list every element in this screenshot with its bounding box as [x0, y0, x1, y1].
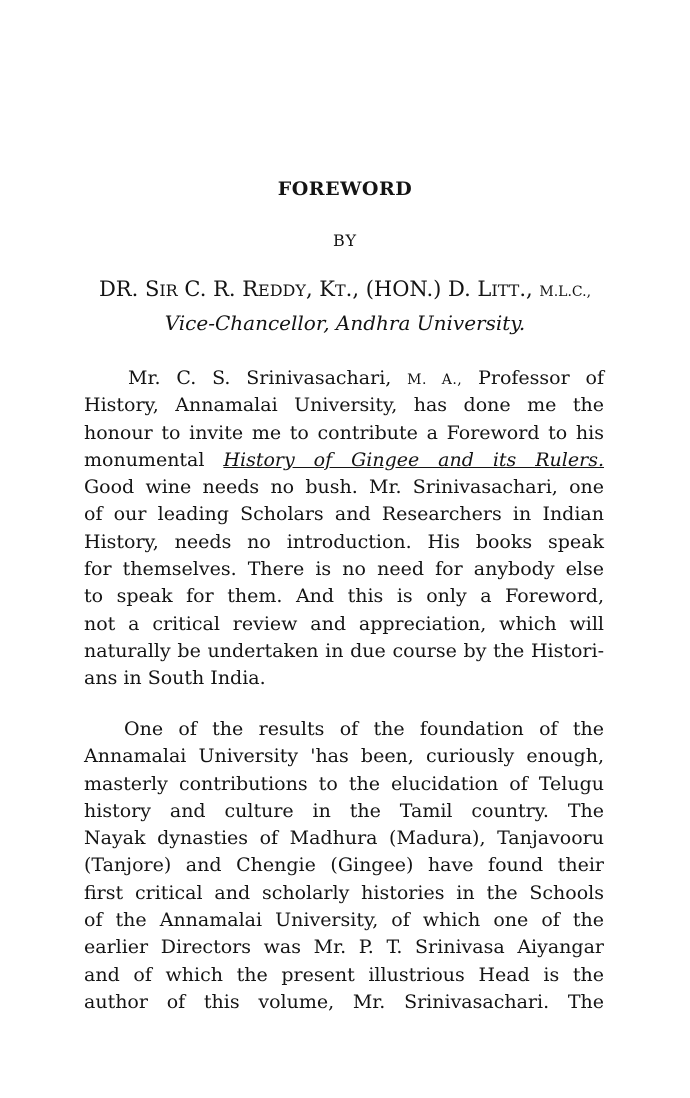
text-line: Nayak dynasties of Madhura (Madura), Tanjavooru	[84, 827, 604, 850]
by-label: BY	[332, 231, 358, 250]
page-title: FOREWORD	[277, 178, 413, 200]
author-line	[0, 277, 690, 301]
text-line: ans in South India.	[84, 667, 266, 690]
text-line: not a critical review and appreciation, which will	[84, 612, 604, 635]
author-part: IR	[159, 281, 178, 300]
text-line: earlier Directors was Mr. P. T. Srinivasa Aiyangar	[84, 936, 604, 959]
text-line: naturally be undertaken in due course by the Histori-	[84, 639, 604, 662]
text-line: History, Annamalai University, has done me the	[84, 394, 604, 417]
text-line: honour to invite me to contribute a Foreword to his	[84, 421, 604, 444]
text-line	[84, 447, 604, 474]
text-line: Good wine needs no bush. Mr. Srinivasachari, one	[84, 476, 604, 499]
text-line: History, needs no introduction. His books speak	[84, 530, 604, 553]
text-line: to speak for them. And this is only a Foreword,	[84, 585, 604, 608]
text-line: of our leading Scholars and Researchers in Indian	[84, 503, 604, 526]
text-line: of the Annamalai University, of which one of the	[84, 909, 604, 932]
author-part: . S	[131, 277, 160, 301]
author-part: EDDY	[258, 281, 306, 300]
author-dr: DR	[98, 277, 132, 301]
text-line: Annamalai University 'has been, curiously enough,	[84, 745, 604, 768]
author-part: T	[335, 281, 346, 300]
author-role: Vice-Chancellor, Andhra University.	[164, 311, 526, 335]
line-text: Mr. C. S. Srinivasachari,	[128, 367, 392, 389]
author-part: .,	[519, 277, 540, 301]
line-text: Professor of	[478, 367, 604, 389]
text-line	[84, 365, 604, 392]
text-line: One of the results of the foundation of the	[124, 718, 604, 740]
paragraph-1	[84, 365, 604, 693]
degree-abbrev: M. A.,	[407, 372, 463, 388]
text-line: first critical and scholarly histories in the Schools	[84, 881, 604, 904]
text-line: for themselves. There is no need for anybody else	[84, 558, 604, 581]
author-part: C. R. R	[177, 277, 259, 301]
text-line: history and culture in the Tamil country. The	[84, 799, 604, 822]
author-part: , K	[305, 277, 335, 301]
text-line: and of which the present illustrious Head is the	[84, 963, 604, 986]
author-part: M.L.C.,	[539, 284, 592, 300]
author-part: ITT	[491, 281, 520, 300]
author-part: ., (HON.) D. L	[345, 277, 492, 301]
line-text: monumental	[84, 448, 205, 471]
text-line: masterly contributions to the elucidation of Telugu	[84, 772, 604, 795]
text-line: (Tanjore) and Chengie (Gingee) have found their	[84, 854, 604, 877]
text-line: author of this volume, Mr. Srinivasachari. The	[84, 990, 604, 1013]
paragraph-2	[84, 716, 604, 1016]
book-title: History of Gingee and its Rulers.	[223, 448, 604, 471]
